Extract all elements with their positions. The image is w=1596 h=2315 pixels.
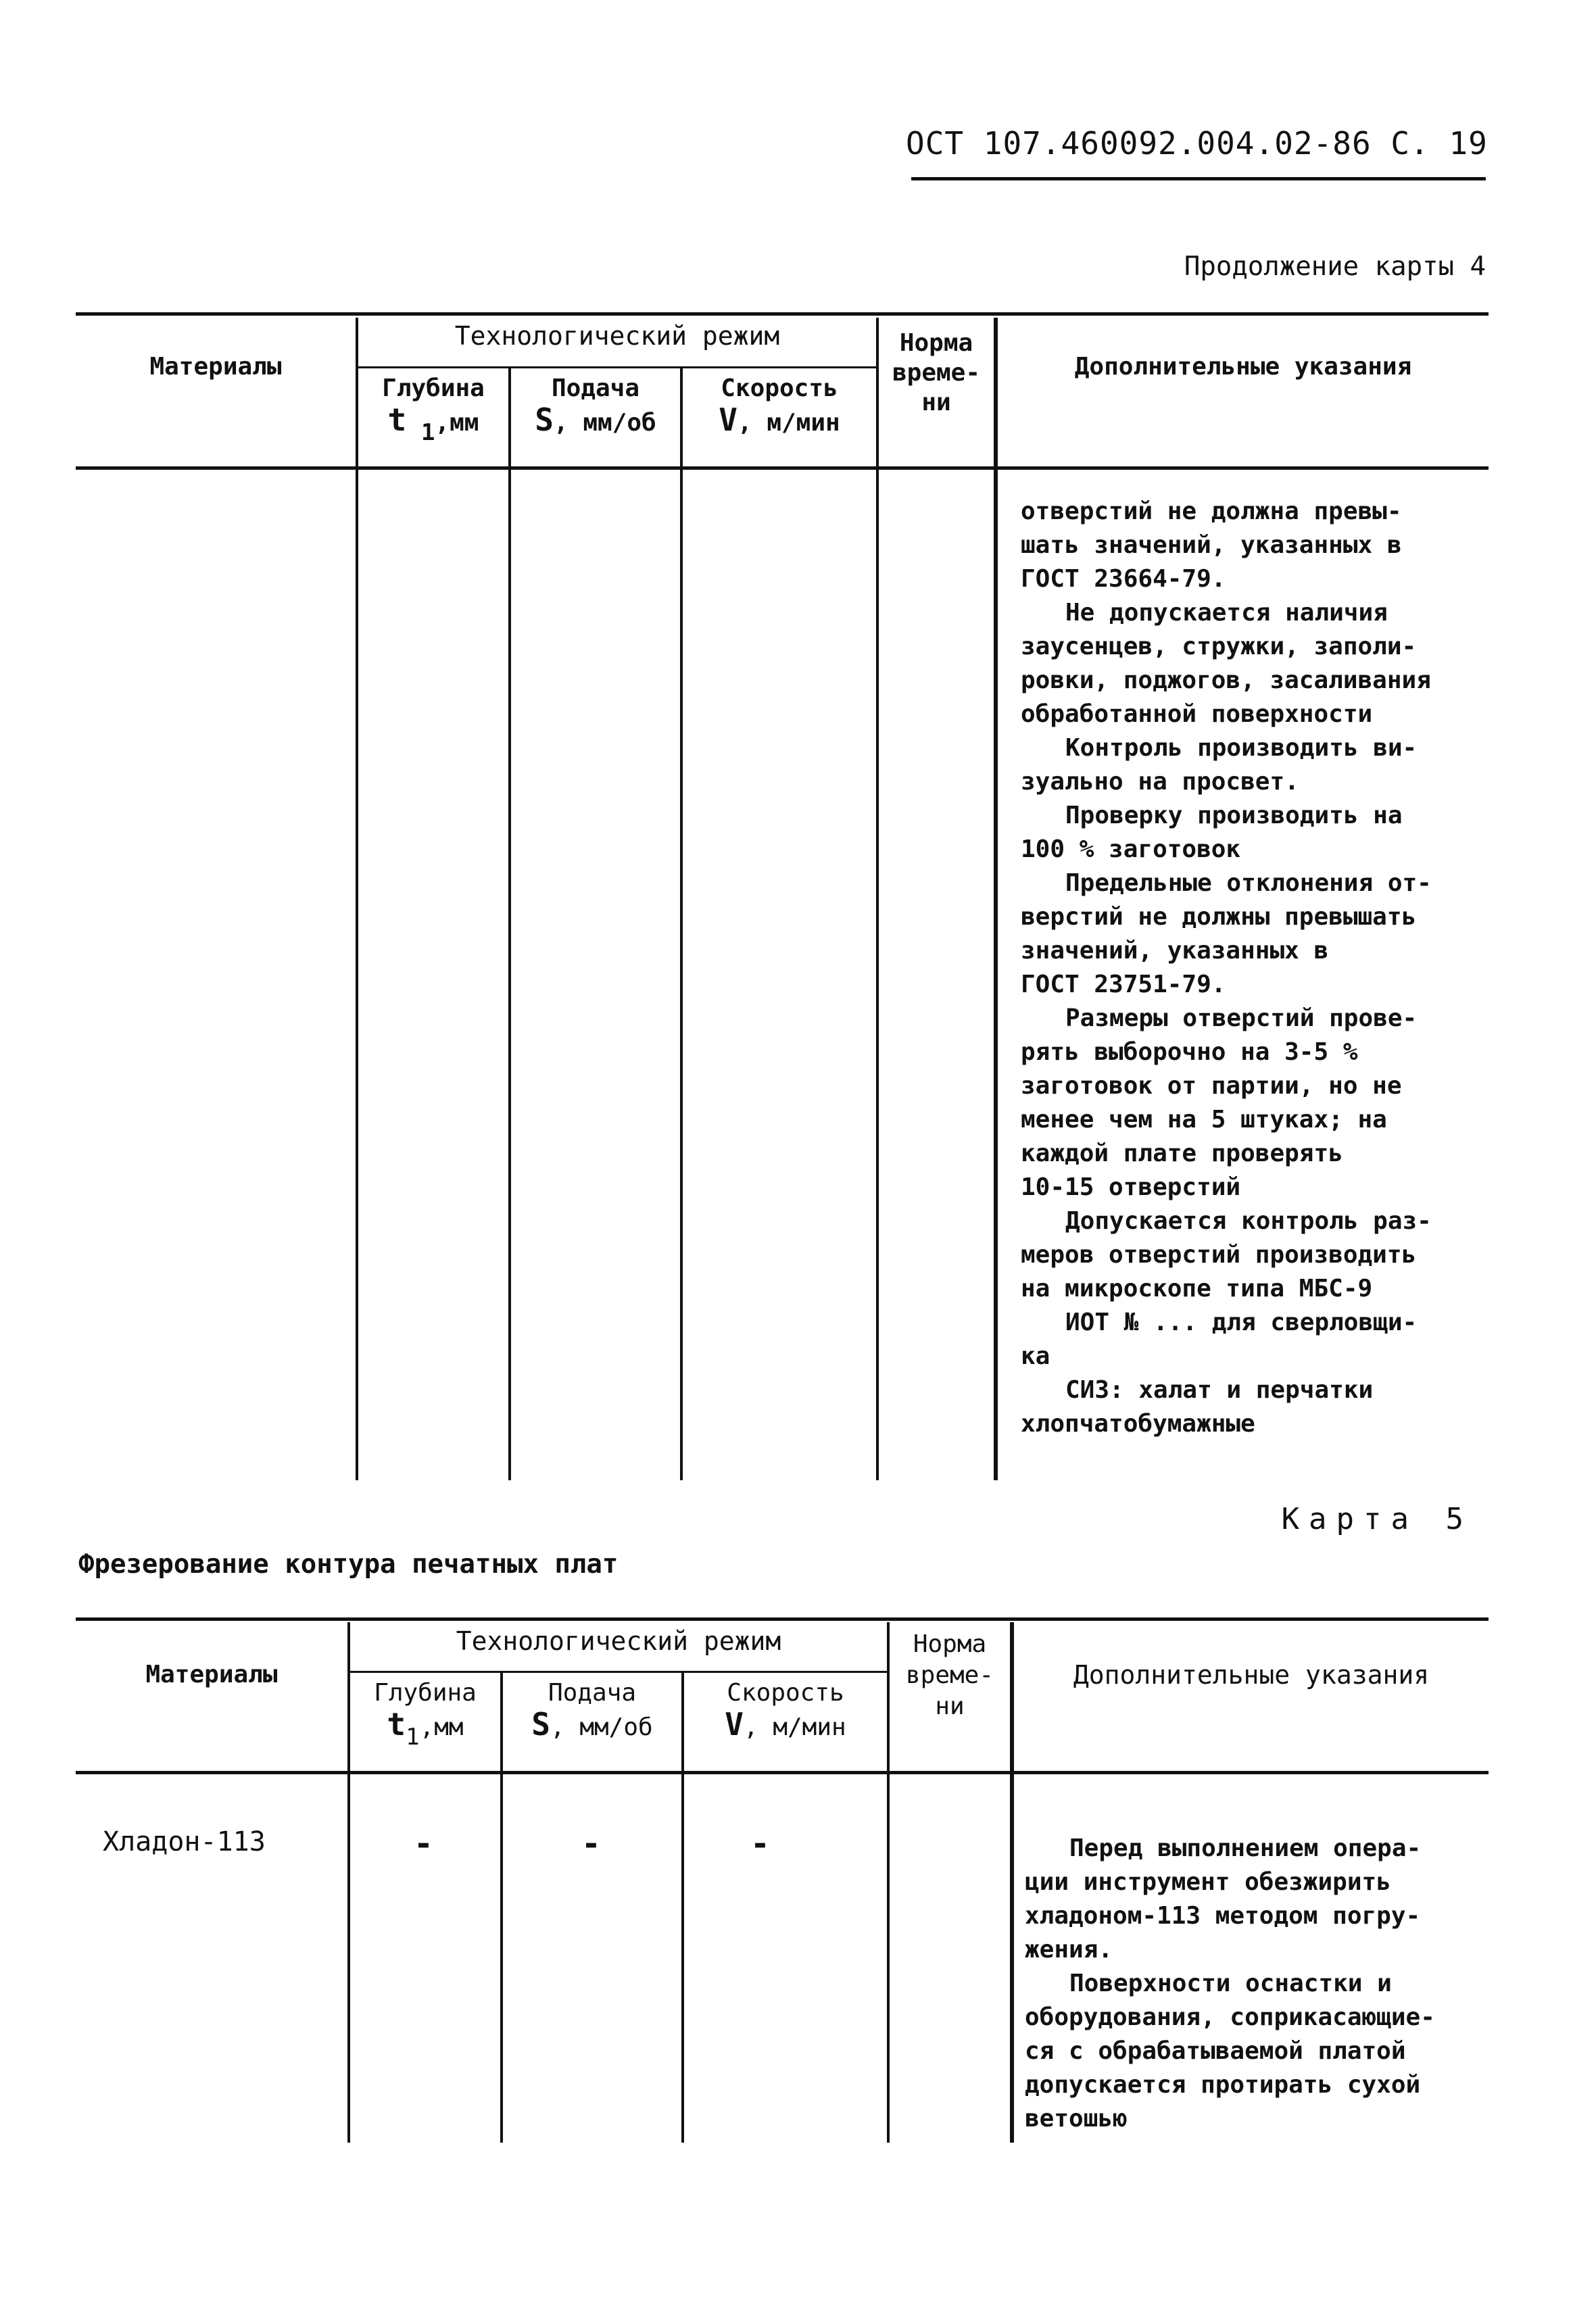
speed-unit: , м/мин	[737, 409, 840, 437]
table-1-header-bottom-rule	[76, 466, 1489, 470]
time-norm-line-2: време-	[905, 1661, 994, 1689]
time-norm-line-2: време-	[892, 359, 981, 387]
table-2-header-bottom-rule	[76, 1771, 1489, 1774]
card-5-title: Фрезерование контура печатных плат	[78, 1549, 619, 1580]
note-line: ветошью	[1025, 2105, 1128, 2133]
speed-symbol: V	[719, 401, 737, 438]
note-line: жения.	[1025, 1936, 1113, 1964]
note-line: Контроль производить ви-	[1065, 734, 1418, 762]
header-mode: Технологический режим	[456, 1626, 781, 1656]
speed-label: Скорость	[727, 1679, 844, 1707]
table-2-mode-rule	[349, 1671, 888, 1673]
header-depth	[358, 373, 508, 446]
note-line: Проверку производить на	[1065, 802, 1403, 829]
time-norm-line-1: Норма	[913, 1630, 987, 1658]
header-rule	[911, 177, 1486, 180]
speed-label: Скорость	[721, 374, 838, 402]
header-speed	[683, 373, 876, 439]
header-time-norm	[879, 328, 994, 418]
header-depth	[350, 1678, 500, 1751]
note-line: Размеры отверстий прове-	[1065, 1004, 1418, 1032]
page-header: ОСТ 107.460092.004.02-86 С. 19	[906, 125, 1488, 162]
note-line: ся с обрабатываемой платой	[1025, 2037, 1406, 2065]
feed-unit-line	[503, 1706, 681, 1743]
note-line: 100 % заготовок	[1021, 835, 1241, 863]
continuation-label: Продолжение карты 4	[1184, 251, 1486, 282]
card-5-label: Карта 5	[1281, 1502, 1473, 1536]
note-line: заготовок от партии, но не	[1021, 1072, 1402, 1100]
note-line: рять выборочно на 3-5 %	[1021, 1038, 1358, 1066]
note-line: ИОТ № ... для сверловщи-	[1065, 1309, 1418, 1336]
feed-symbol: S	[535, 401, 554, 438]
note-line: шать значений, указанных в	[1021, 531, 1402, 559]
note-line: ГОСТ 23751-79.	[1021, 971, 1226, 998]
material-cell: Хладон-113	[103, 1826, 266, 1857]
feed-value: -	[581, 1825, 601, 1863]
note-line: на микроскопе типа МБС-9	[1021, 1275, 1373, 1302]
note-line: Предельные отклонения от-	[1065, 869, 1432, 897]
note-line: хлопчатобумажные	[1021, 1410, 1255, 1438]
header-time-norm	[890, 1629, 1010, 1722]
table-2-col-line	[1010, 1622, 1014, 2143]
note-line: зуально на просвет.	[1021, 768, 1299, 796]
note-line: верстий не должны превышать	[1021, 903, 1417, 931]
speed-unit: , м/мин	[743, 1713, 846, 1741]
note-line: ка	[1021, 1342, 1050, 1370]
time-norm-line-3: ни	[935, 1692, 965, 1720]
table-1-mode-rule	[357, 366, 877, 368]
header-notes: Дополнительные указания	[1073, 1660, 1430, 1690]
speed-unit-line	[683, 401, 876, 439]
speed-unit-line	[684, 1706, 887, 1743]
header-feed	[503, 1678, 681, 1743]
header-feed	[511, 373, 680, 439]
note-line: меров отверстий производить	[1021, 1241, 1417, 1269]
note-line: каждой плате проверять	[1021, 1140, 1343, 1167]
note-line: Перед выполнением опера-	[1069, 1834, 1422, 1862]
feed-unit-line	[511, 401, 680, 439]
table-1-notes	[1021, 495, 1432, 1441]
feed-label: Подача	[551, 374, 640, 402]
depth-subscript: 1	[420, 419, 435, 446]
depth-unit-line	[358, 401, 508, 446]
speed-value: -	[750, 1825, 770, 1863]
note-line: заусенцев, стружки, заполи-	[1021, 633, 1417, 660]
note-line: 10-15 отверстий	[1021, 1173, 1241, 1201]
note-line: отверстий не должна превы-	[1021, 497, 1402, 525]
header-notes: Дополнительные указания	[1074, 353, 1412, 381]
table-1-top-rule	[76, 312, 1489, 316]
depth-symbol: t	[387, 401, 407, 438]
note-line: обработанной поверхности	[1021, 700, 1373, 728]
depth-label: Глубина	[382, 374, 485, 402]
note-line: менее чем на 5 штуках; на	[1021, 1106, 1387, 1134]
table-1-col-line	[356, 318, 358, 1480]
note-line: значений, указанных в	[1021, 937, 1329, 965]
note-line: ГОСТ 23664-79.	[1021, 565, 1226, 593]
feed-unit: , мм/об	[553, 409, 656, 437]
note-line: ции инструмент обезжирить	[1025, 1868, 1391, 1896]
header-mode: Технологический режим	[454, 321, 780, 351]
feed-unit: , мм/об	[550, 1713, 653, 1741]
note-line: СИЗ: халат и перчатки	[1065, 1376, 1374, 1404]
table-1-col-line	[508, 368, 511, 1480]
note-line: оборудования, соприкасающие-	[1025, 2003, 1435, 2031]
table-1-col-line	[876, 318, 879, 1480]
note-line: Поверхности оснастки и	[1069, 1970, 1392, 1997]
time-norm-line-3: ни	[921, 389, 951, 416]
table-2-notes	[1025, 1832, 1435, 2136]
note-line: Допускается контроль раз-	[1065, 1207, 1432, 1235]
depth-unit-line	[350, 1706, 500, 1751]
table-1-col-line	[680, 368, 683, 1480]
depth-value: -	[414, 1825, 433, 1863]
header-materials: Материалы	[149, 353, 282, 381]
speed-symbol: V	[725, 1706, 744, 1743]
depth-subscript: 1	[406, 1724, 420, 1751]
header-materials: Материалы	[145, 1661, 278, 1688]
note-line: допускается протирать сухой	[1025, 2071, 1421, 2099]
table-2-top-rule	[76, 1617, 1489, 1621]
table-1-col-line	[994, 318, 998, 1480]
depth-unit: ,мм	[419, 1713, 464, 1741]
depth-symbol: t	[387, 1706, 406, 1743]
note-line: Не допускается наличия	[1065, 599, 1388, 627]
note-line: ровки, поджогов, засаливания	[1021, 666, 1431, 694]
depth-unit: ,мм	[435, 409, 479, 437]
time-norm-line-1: Норма	[899, 329, 973, 357]
feed-symbol: S	[531, 1706, 550, 1743]
header-speed	[684, 1678, 887, 1743]
depth-label: Глубина	[374, 1679, 477, 1707]
note-line: хладоном-113 методом погру-	[1025, 1902, 1421, 1930]
feed-label: Подача	[548, 1679, 637, 1707]
